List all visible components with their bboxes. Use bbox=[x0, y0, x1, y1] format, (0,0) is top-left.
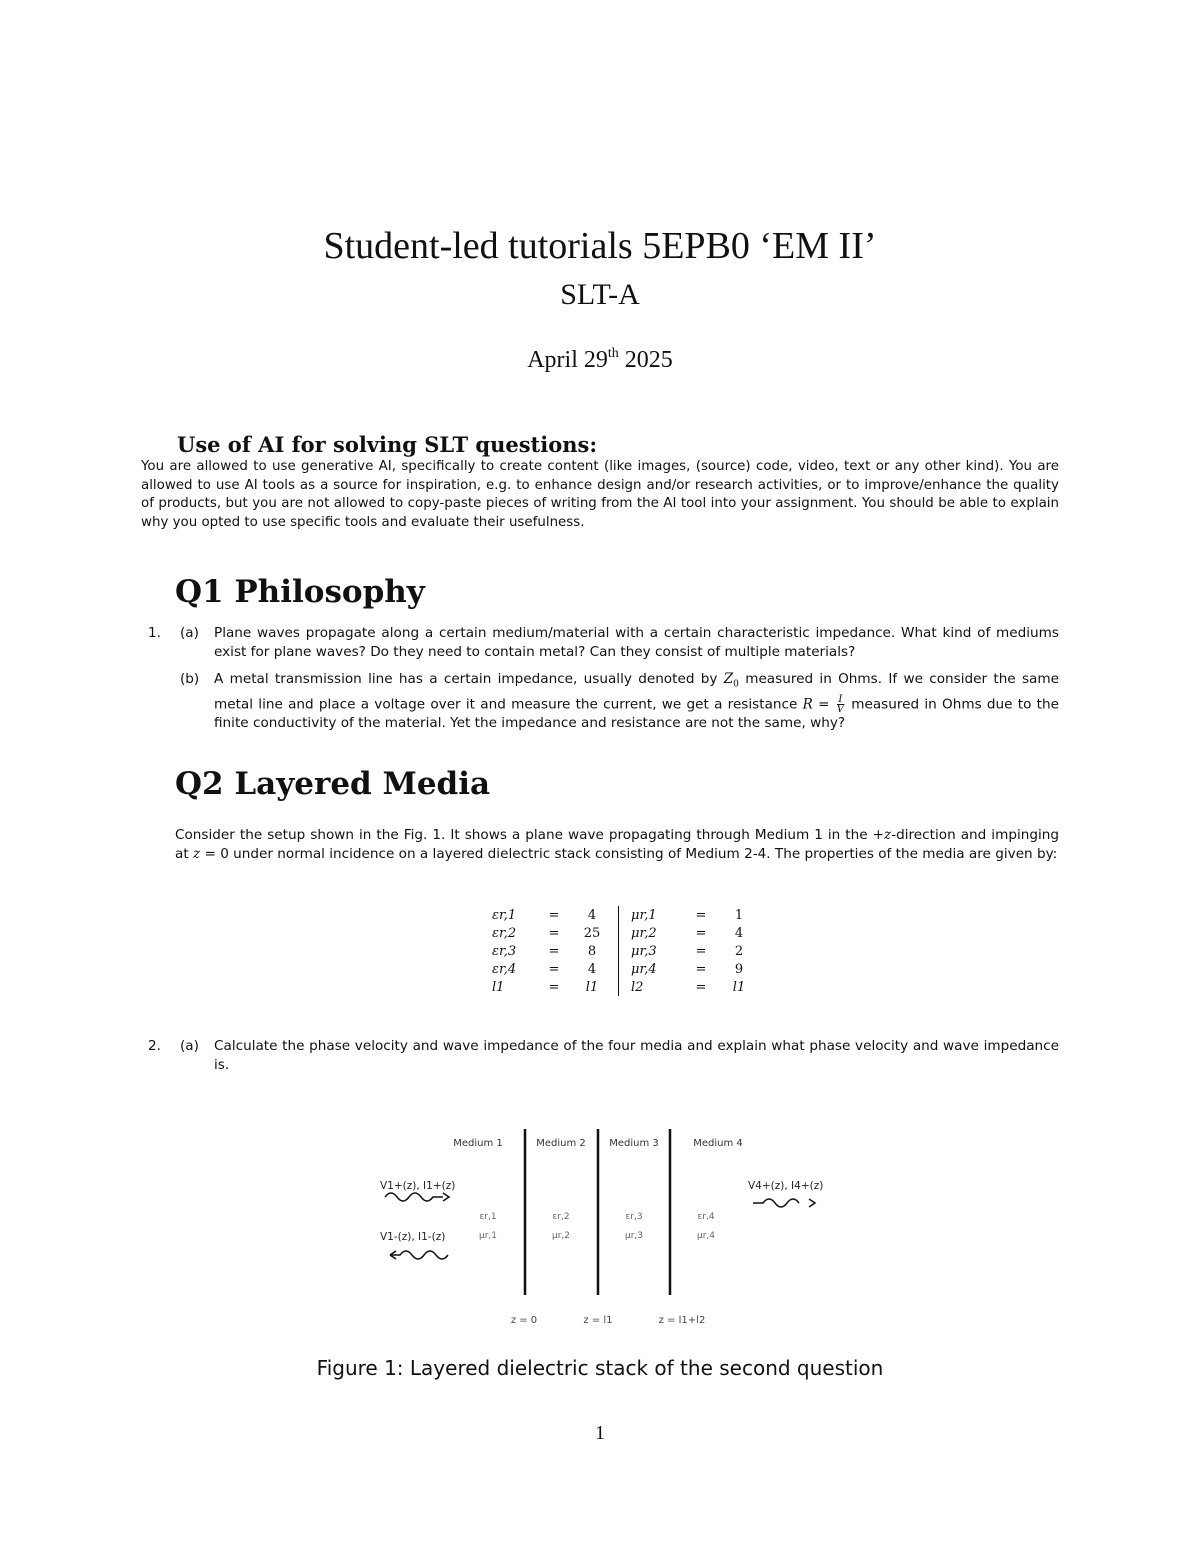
document-subtitle: SLT-A bbox=[560, 278, 640, 311]
page-number: 1 bbox=[595, 1422, 605, 1444]
table-divider bbox=[608, 960, 619, 978]
incident-arrowhead-icon bbox=[443, 1193, 449, 1201]
properties-row bbox=[492, 942, 755, 960]
q2a-label: (a) bbox=[180, 1038, 199, 1054]
properties-row bbox=[492, 960, 755, 978]
medium-1-label: Medium 1 bbox=[453, 1138, 503, 1149]
mu-label-medium-1: μr,1 bbox=[478, 1231, 498, 1241]
equals-sign: = bbox=[548, 943, 560, 959]
mu-r1-value: 1 bbox=[734, 907, 744, 923]
equals-sign: = bbox=[548, 961, 560, 977]
q1a-text: Plane waves propagate along a certain medium/material with a certain characteristic impedance. What kind of mediums exist for plane waves? Do they need to contain metal? Can they consist of multiple materials? bbox=[214, 625, 1059, 660]
eps-r1-symbol: εr,1 bbox=[492, 907, 517, 923]
mu-r1-symbol: μr,1 bbox=[631, 907, 657, 923]
q1-number: 1. bbox=[148, 625, 161, 641]
l1-symbol: l1 bbox=[492, 979, 505, 995]
mu-r3-symbol: μr,3 bbox=[631, 943, 657, 959]
q2-intro bbox=[175, 826, 1059, 864]
date-year: 2025 bbox=[618, 347, 673, 373]
q2-heading: Q2 Layered Media bbox=[175, 766, 491, 802]
properties-row bbox=[492, 924, 755, 942]
transmitted-wave-icon bbox=[753, 1199, 799, 1207]
ai-policy-heading: Use of AI for solving SLT questions: bbox=[177, 432, 598, 457]
q2-intro-part1: Consider the setup shown in the Fig. 1. It shows a plane wave propagating through Medium 1 in the bbox=[175, 827, 873, 843]
document-title: Student-led tutorials 5EPB0 ‘EM II’ bbox=[323, 225, 877, 267]
table-divider bbox=[608, 978, 619, 996]
mu-label-medium-2: μr,2 bbox=[551, 1231, 571, 1241]
ai-policy-body: You are allowed to use generative AI, specifically to create content (like images, (source) code, video, text or any other kind). You are allowed to use AI tools as a source for inspiration, e.g. to enhance design and/or research activities, or to improve/enhance the quality of products, but you are not allowed to copy-paste pieces of writing from the AI tool into your assignment. You should be able to explain why you opted to use specific tools and evaluate their usefulness. bbox=[141, 459, 1059, 530]
mu-r4-symbol: μr,4 bbox=[631, 961, 657, 977]
document-date bbox=[0, 346, 1200, 374]
medium-4-label: Medium 4 bbox=[693, 1138, 743, 1149]
q2-number: 2. bbox=[148, 1038, 161, 1054]
medium-3-label: Medium 3 bbox=[609, 1138, 659, 1149]
table-divider bbox=[608, 906, 619, 924]
eps-label-medium-4: εr,4 bbox=[697, 1212, 715, 1222]
equals-sign: = bbox=[695, 961, 707, 977]
reflected-wave-icon bbox=[390, 1251, 448, 1259]
equals-sign: = bbox=[812, 696, 835, 713]
reflected-wave-label: V1-(z), I1-(z) bbox=[380, 1231, 446, 1243]
q1a-label: (a) bbox=[180, 625, 199, 641]
z0-subscript: 0 bbox=[733, 679, 739, 690]
mu-r2-symbol: μr,2 bbox=[631, 925, 657, 941]
table-divider bbox=[608, 924, 619, 942]
media-properties-table bbox=[492, 906, 755, 996]
eps-r2-value: 25 bbox=[583, 925, 601, 941]
mu-r3-value: 2 bbox=[734, 943, 744, 959]
incident-wave-label: V1+(z), I1+(z) bbox=[380, 1180, 456, 1192]
eps-r4-symbol: εr,4 bbox=[492, 961, 517, 977]
position-z0-label: z = 0 bbox=[510, 1315, 538, 1326]
incident-wave-icon bbox=[385, 1193, 443, 1201]
resistance-symbol: R bbox=[802, 696, 813, 713]
eps-r3-value: 8 bbox=[587, 943, 597, 959]
properties-row bbox=[492, 978, 755, 996]
transmitted-arrowhead-icon bbox=[809, 1199, 815, 1207]
z-symbol: z bbox=[192, 846, 201, 862]
date-suffix: th bbox=[607, 346, 619, 361]
eps-label-medium-3: εr,3 bbox=[625, 1212, 643, 1222]
equals-sign: = bbox=[695, 907, 707, 923]
q1b-text bbox=[214, 670, 1059, 733]
mu-r4-value: 9 bbox=[734, 961, 744, 977]
z0-letter: Z bbox=[723, 671, 734, 687]
q1b-label: (b) bbox=[180, 671, 200, 687]
q1b-text-part3: measured in Ohms due to the finite conductivity of the material. Yet the impedance and resistance are not the same, why? bbox=[214, 696, 1059, 732]
i-over-v-fraction bbox=[837, 695, 844, 714]
equals-sign: = bbox=[548, 979, 560, 995]
equals-sign: = bbox=[548, 907, 560, 923]
z0-symbol bbox=[723, 671, 739, 690]
medium-2-label: Medium 2 bbox=[536, 1138, 586, 1149]
equals-sign: = bbox=[695, 943, 707, 959]
mu-label-medium-3: μr,3 bbox=[624, 1231, 644, 1241]
position-l1-label: z = l1 bbox=[583, 1315, 613, 1326]
q1-heading: Q1 Philosophy bbox=[175, 574, 425, 610]
l1-value: l1 bbox=[585, 979, 599, 995]
table-divider bbox=[608, 942, 619, 960]
fraction-denominator: V bbox=[836, 703, 844, 715]
fraction-numerator: I bbox=[838, 693, 843, 705]
position-l1-l2-label: z = l1+l2 bbox=[658, 1315, 706, 1326]
q1b-text-part2: measured in Ohms. If we consider the same metal line and place a voltage over it and measure the current, we get a resistance bbox=[214, 671, 1059, 713]
mu-label-medium-4: μr,4 bbox=[696, 1231, 716, 1241]
date-main: April 29 bbox=[527, 347, 608, 373]
q2a-text: Calculate the phase velocity and wave impedance of the four media and explain what phase velocity and wave impedance is. bbox=[214, 1038, 1059, 1073]
eps-label-medium-2: εr,2 bbox=[552, 1212, 570, 1222]
q2-intro-part2: -direction and impinging at bbox=[175, 827, 1059, 862]
equals-sign: = bbox=[695, 925, 707, 941]
eps-r3-symbol: εr,3 bbox=[492, 943, 517, 959]
figure-caption: Figure 1: Layered dielectric stack of the second question bbox=[316, 1356, 884, 1380]
q2-intro-part3: = 0 under normal incidence on a layered dielectric stack consisting of Medium 2-4. The properties of the media are given by: bbox=[200, 846, 1058, 862]
eps-r1-value: 4 bbox=[587, 907, 597, 923]
mu-r2-value: 4 bbox=[734, 925, 744, 941]
l2-symbol: l2 bbox=[631, 979, 644, 995]
transmitted-wave-label: V4+(z), I4+(z) bbox=[748, 1180, 824, 1192]
q1b-text-part1: A metal transmission line has a certain impedance, usually denoted by bbox=[214, 671, 724, 687]
plus-z-direction: +z bbox=[872, 827, 892, 843]
layered-stack-figure bbox=[360, 1125, 840, 1335]
l2-value: l1 bbox=[732, 979, 746, 995]
equals-sign: = bbox=[695, 979, 707, 995]
properties-row bbox=[492, 906, 755, 924]
eps-r4-value: 4 bbox=[587, 961, 597, 977]
eps-r2-symbol: εr,2 bbox=[492, 925, 517, 941]
equals-sign: = bbox=[548, 925, 560, 941]
eps-label-medium-1: εr,1 bbox=[479, 1212, 497, 1222]
